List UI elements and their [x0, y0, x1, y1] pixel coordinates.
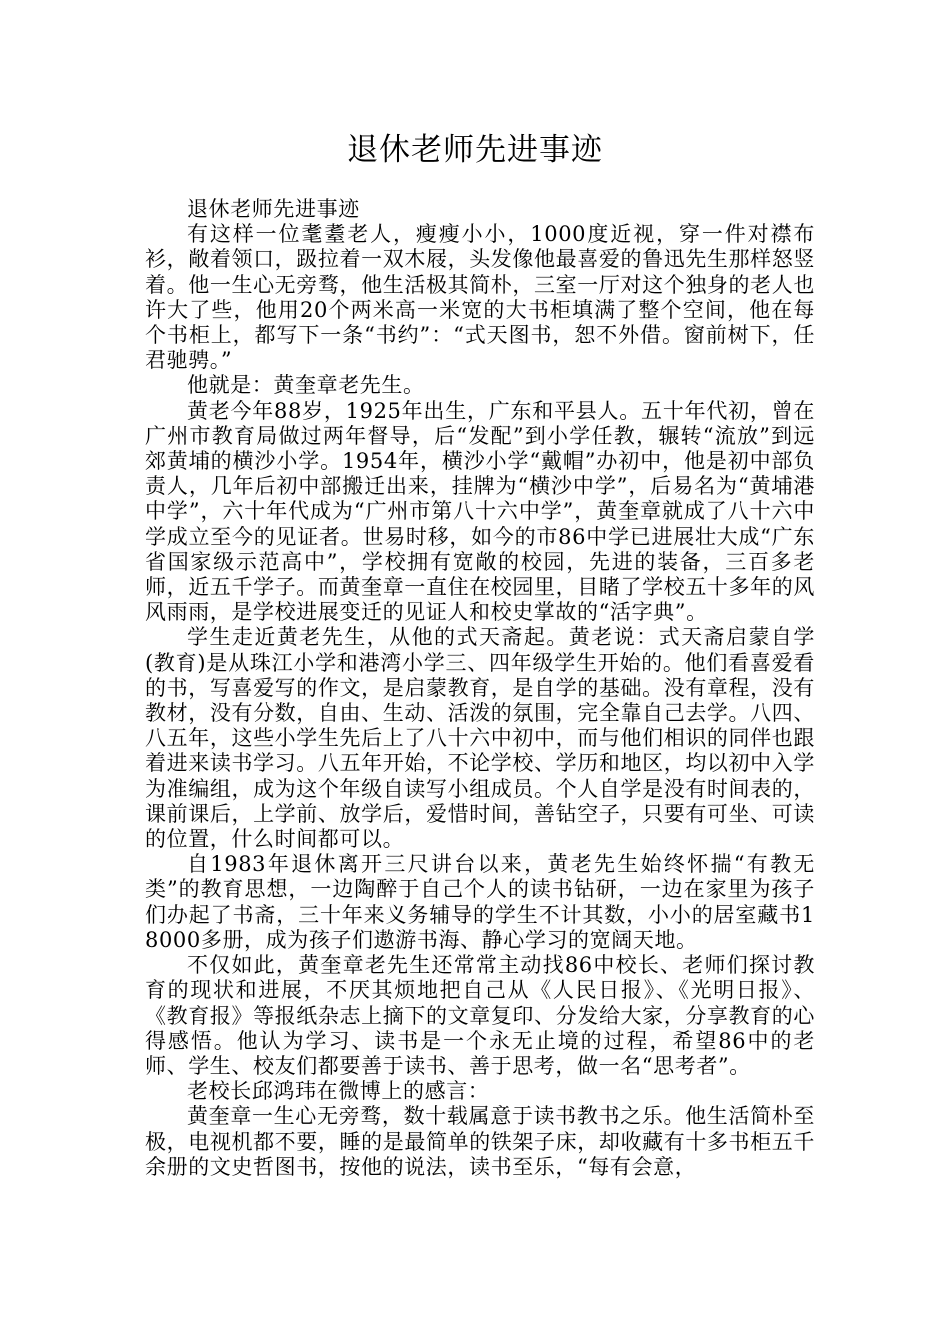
paragraph: 自1983年退休离开三尺讲台以来，黄老先生始终怀揣“有教无类”的教育思想，一边陶醉于自己个人的读书钻研，一边在家里为孩子们办起了书斋，三十年来义务辅导的学生不计其数，小小的居室藏书18000多册，成为孩子们遨游书海、静心学习的宽阔天地。 [145, 852, 815, 952]
paragraph: 不仅如此，黄奎章老先生还常常主动找86中校长、老师们探讨教育的现状和进展，不厌其烦地把自己从《人民日报》、《光明日报》、《教育报》等报纸杂志上摘下的文章复印、分发给大家，分享教育的心得感悟。他认为学习、读书是一个永无止境的过程，希望86中的老师、学生、校友们都要善于读书、善于思考，做一名“思考者”。 [145, 953, 815, 1078]
paragraph: 他就是：黄奎章老先生。 [187, 373, 425, 398]
paragraph: 老校长邱鸿玮在微博上的感言： [187, 1079, 490, 1104]
paragraph: 黄老今年88岁，1925年出生，广东和平县人。五十年代初，曾在广州市教育局做过两年督导，后“发配”到小学任教，辗转“流放”到远郊黄埔的横沙小学。1954年，横沙小学“戴帽”办初中，他是初中部负责人，几年后初中部搬迁出来，挂牌为“横沙中学”，后易名为“黄埔港中学”，六十年代成为“广州市第八十六中学”，黄奎章就成了八十六中学成立至今的见证者。世易时移，如今的市86中学已进展壮大成“广东省国家级示范高中”，学校拥有宽敞的校园，先进的装备，三百多老师，近五千学子。而黄奎章一直住在校园里，目睹了学校五十多年的风风雨雨，是学校进展变迁的见证人和校史掌故的“活字典”。 [145, 398, 815, 625]
document-title: 退休老师先进事迹 [347, 132, 603, 168]
paragraph: 学生走近黄老先生，从他的式天斋起。黄老说：式天斋启蒙自学(教育)是从珠江小学和港湾小学三、四年级学生开始的。他们看喜爱看的书，写喜爱写的作文，是启蒙教育，是自学的基础。没有章程，没有教材，没有分数，自由、生动、活泼的氛围，完全靠自己去学。八四、八五年，这些小学生先后上了八十六中初中，而与他们相识的同伴也跟着进来读书学习。八五年开始，不论学校、学历和地区，均以初中入学为准编组，成为这个年级自读写小组成员。个人自学是没有时间表的，课前课后，上学前、放学后，爱惜时间，善钻空子，只要有可坐、可读的位置，什么时间都可以。 [145, 625, 815, 852]
document-body [145, 197, 815, 1180]
paragraph-subtitle: 退休老师先进事迹 [187, 197, 360, 221]
paragraph: 黄奎章一生心无旁骛，数十载属意于读书教书之乐。他生活简朴至极，电视机都不要，睡的是最简单的铁架子床，却收藏有十多书柜五千余册的文史哲图书，按他的说法，读书至乐，“每有会意， [145, 1104, 815, 1179]
paragraph: 有这样一位耄耋老人，瘦瘦小小，1000度近视，穿一件对襟布衫，敞着领口，趿拉着一双木屐，头发像他最喜爱的鲁迅先生那样怒竖着。他一生心无旁骛，他生活极其简朴，三室一厅对这个独身的老人也许大了些，他用20个两米高一米宽的大书柜填满了整个空间，他在每个书柜上，都写下一条“书约”：“式天图书，恕不外借。窗前树下，任君驰骋。” [145, 222, 815, 373]
